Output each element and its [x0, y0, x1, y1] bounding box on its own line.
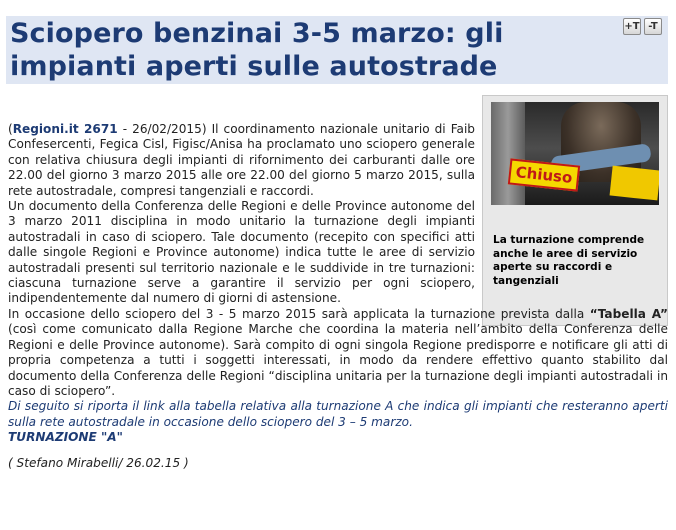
paragraph-2: Un documento della Conferenza delle Regioni e delle Province autonome del 3 marzo 2011 disciplina in modo unitario la turnazione degli impianti autostradali in caso di sciopero. Tale documento (recepito con specifici atti dalle singole Regioni e Province autonome) indica tutte le aree di servizio autostradali presenti sul territorio nazionale e le suddivide in tre turnazioni: ciascuna turnazione serve a garantire il servizio per ogni sciopero, indipendentemente dal numero di giorni di astensione.: [8, 199, 475, 306]
turnazione-a-link[interactable]: TURNAZIONE "A": [8, 430, 123, 445]
author-signature: ( Stefano Mirabelli/ 26.02.15 ): [8, 455, 189, 470]
paragraph-3: [8, 307, 668, 399]
paragraph-1: [8, 122, 475, 199]
article-body: [8, 122, 668, 471]
photo-caption: La turnazione comprende anche le aree di servizio aperte su raccordi e tangenziali: [493, 234, 645, 287]
paragraph-3-start: In occasione dello sciopero del 3 - 5 marzo 2015 sarà applicata la turnazione prevista dalla: [8, 306, 590, 321]
source-date: - 26/02/2015): [117, 122, 207, 136]
source-open: (: [8, 122, 13, 136]
paragraph-3-end: (così come comunicato dalla Regione Marche che coordina la materia nell’ambito della Conferenza delle Regioni e delle Province autonome). Sarà compito di ogni singola Regione predisporre e notificare gli atti di propria competenza a tutti i soggetti interessati, in modo da rendere effettivo quanto stabilito dal documento della Conferenza delle Regioni “disciplina unitaria per la turnazione degli impianti autostradali in caso di sciopero”.: [8, 322, 668, 398]
paragraph-4: Di seguito si riporta il link alla tabella relativa alla turnazione A che indica gli impianti che resteranno aperti sulla rete autostradale in occasione dello sciopero del 3 – 5 marzo.: [8, 399, 668, 429]
font-increase-button[interactable]: +T: [623, 18, 641, 35]
tabella-a-label: “Tabella A”: [589, 306, 668, 321]
font-decrease-button[interactable]: -T: [644, 18, 662, 35]
photo-sign-text: Chiuso: [514, 163, 574, 187]
title-bar: [6, 16, 668, 84]
paragraph-1-text: Il coordinamento nazionale unitario di Faib Confesercenti, Fegica Cisl, Figisc/Anisa ha proclamato uno sciopero generale con relativa chiusura degli impianti di rifornimento dei carburanti dalle ore 22.00 del giorno 3 marzo 2015 alle ore 22.00 del giorno 5 marzo 2015, sulla rete autostradale, compresi tangenziali e raccordi.: [8, 122, 475, 198]
article-title: Sciopero benzinai 3-5 marzo: gli impianti aperti sulle autostrade: [10, 18, 504, 82]
font-size-controls: [623, 18, 662, 35]
source-link[interactable]: Regioni.it 2671: [12, 122, 118, 136]
